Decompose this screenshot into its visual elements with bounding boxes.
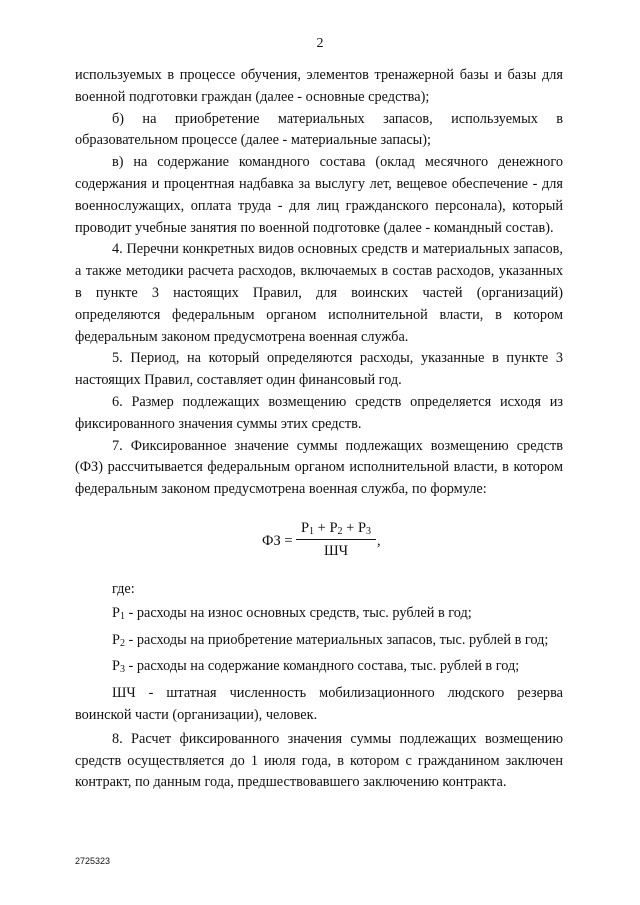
definition-shch: ШЧ - штатная численность мобилизационного людского резерва воинской части (организации), человек. [75,685,563,723]
where-label: где: [112,581,135,597]
definition-p2: $P_2$ - расходы на приобретение материальных запасов, тыс. рублей в год; [112,631,549,649]
footer-code: 2725323 [75,856,111,866]
body-text-top [75,65,563,501]
paragraph-8: 8. Расчет фиксированного значения суммы подлежащих возмещению средств осуществляется до 1 июля года, в котором с гражданином заключен контракт, по данным года, предшествовавшего заключению контракта. [75,730,563,791]
page-number: 2 [316,36,324,51]
formula-fraction [296,520,376,560]
paragraph: в) на содержание командного состава (оклад месячного денежного содержания и процентная надбавка за выслугу лет, вещевое обеспечение - для военнослужащих, оплата труда - для лиц гражданского персонала), который проводит учебные занятия по военной подготовке (далее - командный состав). [75,154,563,236]
definition-p3: $P_3$ - расходы на содержание командного состава, тыс. рублей в год; [112,658,520,676]
paragraph: 7. Фиксированное значение суммы подлежащих возмещению средств (ФЗ) рассчитывается федеральным органом исполнительной власти, в котором федеральным законом предусмотрена военная служба, по формуле: [75,437,563,498]
definition-p1: $P_1$ - расходы на износ основных средств, тыс. рублей в год; [112,604,472,622]
paragraph: используемых в процессе обучения, элементов тренажерной базы и базы для военной подготовки граждан (далее - основные средства); [75,67,563,105]
formula-lhs: ФЗ = [262,533,293,549]
formula-numerator: $P_1 + P_2 + P_3$ [296,520,376,540]
formula-comma: , [377,533,381,549]
paragraph: 4. Перечни конкретных видов основных средств и материальных запасов, а также методики расчета расходов, включаемых в состав расходов, указанных в пункте 3 настоящих Правил, для воинских частей (организаций) определяются федеральным органом исполнительной власти, в котором федеральным законом предусмотрена военная служба. [75,241,563,345]
paragraph: б) на приобретение материальных запасов, используемых в образовательном процессе (далее - материальные запасы); [75,110,563,149]
paragraph: 6. Размер подлежащих возмещению средств определяется исходя из фиксированного значения суммы этих средств. [75,393,563,432]
paragraph: 5. Период, на который определяются расходы, указанные в пункте 3 настоящих Правил, составляет один финансовый год. [75,350,563,389]
formula-denominator: ШЧ [323,543,349,559]
body-text-bottom [75,579,563,794]
